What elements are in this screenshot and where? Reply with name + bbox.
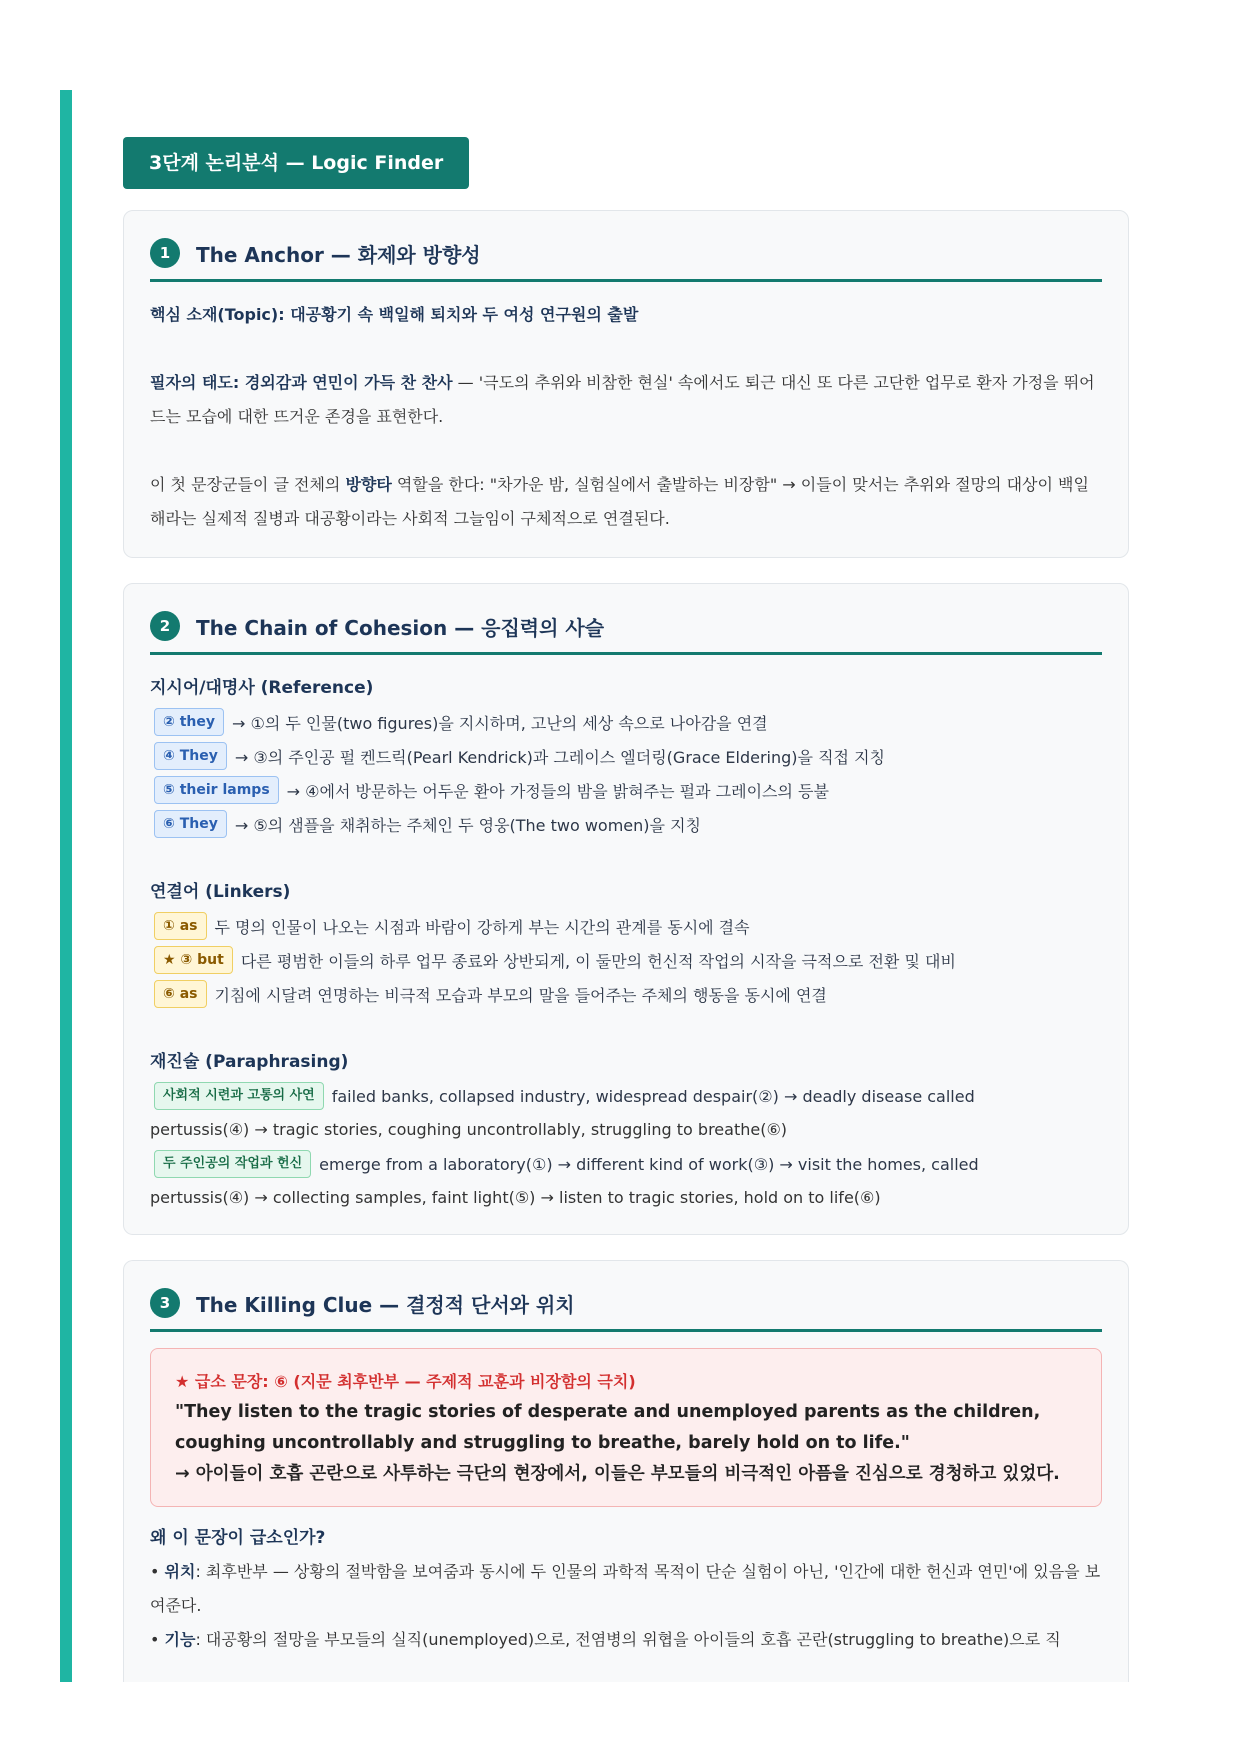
direction-text-pre: 이 첫 문장군들이 글 전체의 (150, 475, 346, 494)
paraphrase-continuation: pertussis(④) → tragic stories, coughing uncontrollably, struggling to breathe(⑥) (150, 1120, 788, 1139)
why-heading: 왜 이 문장이 급소인가? (150, 1528, 326, 1548)
section-title: The Anchor — 화제와 방향성 (196, 242, 481, 267)
section-number-badge: 2 (150, 611, 180, 641)
linker-tag: ① as (154, 912, 207, 940)
key-sentence-quote-line: "They listen to the tragic stories of desperate and unemployed parents as the children, (175, 1402, 1041, 1422)
topic-line (150, 298, 1102, 332)
paraphrase-row (150, 1147, 1102, 1181)
section-number-badge: 3 (150, 1288, 180, 1318)
direction-text-post: 역할을 한다: "차가운 밤, 실험실에서 출발하는 비장함" → 이들이 맞서는 추위와 절망의 대상이 백일해라는 실제적 질병과 대공황이라는 사회적 그늘임이 구체적으로 연결된다. (150, 475, 1089, 528)
killing-clue-card (123, 1260, 1129, 1682)
reference-tag: ⑤ their lamps (154, 776, 279, 804)
paraphrase-continuation: pertussis(④) → collecting samples, faint light(⑤) → listen to tragic stories, hold on to life(⑥) (150, 1188, 881, 1207)
key-sentence-label: ★ 급소 문장: ⑥ (지문 최후반부 — 주제적 교훈과 비장함의 극치) (175, 1372, 636, 1391)
paraphrase-tag: 두 주인공의 작업과 헌신 (154, 1150, 311, 1178)
attitude-paragraph (150, 366, 1102, 434)
linker-text: 다른 평범한 이들의 하루 업무 종료와 상반되게, 이 둘만의 헌신적 작업의 시작을 극적으로 전환 및 대비 (240, 951, 956, 971)
section-title: The Killing Clue — 결정적 단서와 위치 (196, 1292, 575, 1317)
reference-text: → ④에서 방문하는 어두운 환아 가정들의 밤을 밝혀주는 펄과 그레이스의 등불 (286, 781, 829, 801)
key-sentence-translation: → 아이들이 호흡 곤란으로 사투하는 극단의 현장에서, 이들은 부모들의 비극적인 아픔을 진심으로 경청하고 있었다. (175, 1464, 1060, 1484)
stage-title: 3단계 논리분석 — Logic Finder (123, 137, 469, 189)
topic-label: 핵심 소재(Topic) (150, 305, 279, 324)
cohesion-card-header (150, 610, 1102, 655)
reference-heading: 지시어/대명사 (Reference) (150, 678, 374, 698)
reference-text: → ⑤의 샘플을 채취하는 주체인 두 영웅(The two women)을 지칭 (234, 815, 701, 835)
paraphrase-text: emerge from a laboratory(①) → different kind of work(③) → visit the homes, called (319, 1154, 979, 1174)
reference-row (150, 739, 1102, 773)
position-label: 위치 (164, 1562, 196, 1581)
reference-tag: ④ They (154, 742, 227, 770)
linker-text: 기침에 시달려 연명하는 비극적 모습과 부모의 말을 들어주는 주체의 행동을 동시에 연결 (214, 985, 827, 1005)
function-bullet: • 기능: 대공황의 절망을 부모들의 실직(unemployed)으로, 전염병의 위협을 아이들의 호흡 곤란(struggling to breathe)으로 직 (150, 1630, 1061, 1649)
reference-tag: ⑥ They (154, 810, 227, 838)
section-number-badge: 1 (150, 238, 180, 268)
reference-row (150, 807, 1102, 841)
reference-row (150, 705, 1102, 739)
attitude-label: 필자의 태도 (150, 373, 233, 392)
topic-text: : 대공황기 속 백일해 퇴치와 두 여성 연구원의 출발 (278, 305, 639, 324)
function-text: : 대공황의 절망을 부모들의 실직(unemployed)으로, 전염병의 위협을 아이들의 호흡 곤란(struggling to breathe)으로 직 (195, 1630, 1061, 1649)
anchor-card-header (150, 237, 1102, 282)
attitude-separator: : (232, 373, 245, 392)
position-text: : 최후반부 — 상황의 절박함을 보여줌과 동시에 두 인물의 과학적 목적이 단순 실험이 아닌, '인간에 대한 헌신과 연민'에 있음을 보여준다. (150, 1562, 1101, 1615)
function-label: 기능 (164, 1630, 196, 1649)
reference-text: → ③의 주인공 펄 켄드릭(Pearl Kendrick)과 그레이스 엘더링(Grace Eldering)을 직접 지칭 (234, 747, 885, 767)
linker-row (150, 909, 1102, 943)
reference-tag: ② they (154, 708, 224, 736)
linker-row (150, 943, 1102, 977)
linker-row (150, 977, 1102, 1011)
linker-text: 두 명의 인물이 나오는 시점과 바람이 강하게 부는 시간의 관계를 동시에 결속 (214, 917, 750, 937)
paraphrase-text: failed banks, collapsed industry, widespread despair(②) → deadly disease called (331, 1086, 975, 1106)
paraphrase-row (150, 1079, 1102, 1113)
section-title: The Chain of Cohesion — 응집력의 사슬 (196, 615, 605, 640)
killing-clue-card-header (150, 1287, 1102, 1332)
attitude-text: — '극도의 추위와 비참한 현실' 속에서도 퇴근 대신 또 다른 고단한 업무로 환자 가정을 뛰어드는 모습에 대한 뜨거운 존경을 표현한다. (150, 373, 1095, 426)
attitude-highlight: 경외감과 연민이 가득 찬 찬사 (244, 373, 453, 392)
key-sentence-quote-line: coughing uncontrollably and struggling to breathe, barely hold on to life." (175, 1433, 910, 1453)
paraphrase-heading: 재진술 (Paraphrasing) (150, 1052, 349, 1072)
left-accent-bar (60, 90, 72, 1682)
linker-tag: ★ ③ but (154, 946, 233, 974)
cohesion-card (123, 583, 1129, 1235)
position-bullet: • 위치: 최후반부 — 상황의 절박함을 보여줌과 동시에 두 인물의 과학적 목적이 단순 실험이 아닌, '인간에 대한 헌신과 연민'에 있음을 보여준다. (150, 1562, 1101, 1615)
anchor-card (123, 210, 1129, 558)
linker-heading: 연결어 (Linkers) (150, 882, 291, 902)
reference-text: → ①의 두 인물(two figures)을 지시하며, 고난의 세상 속으로 나아감을 연결 (232, 713, 768, 733)
direction-highlight: 방향타 (345, 475, 392, 494)
key-sentence-box (150, 1348, 1102, 1507)
paraphrase-tag: 사회적 시련과 고통의 사연 (154, 1082, 324, 1110)
linker-tag: ⑥ as (154, 980, 207, 1008)
reference-row (150, 773, 1102, 807)
direction-paragraph (150, 468, 1102, 536)
